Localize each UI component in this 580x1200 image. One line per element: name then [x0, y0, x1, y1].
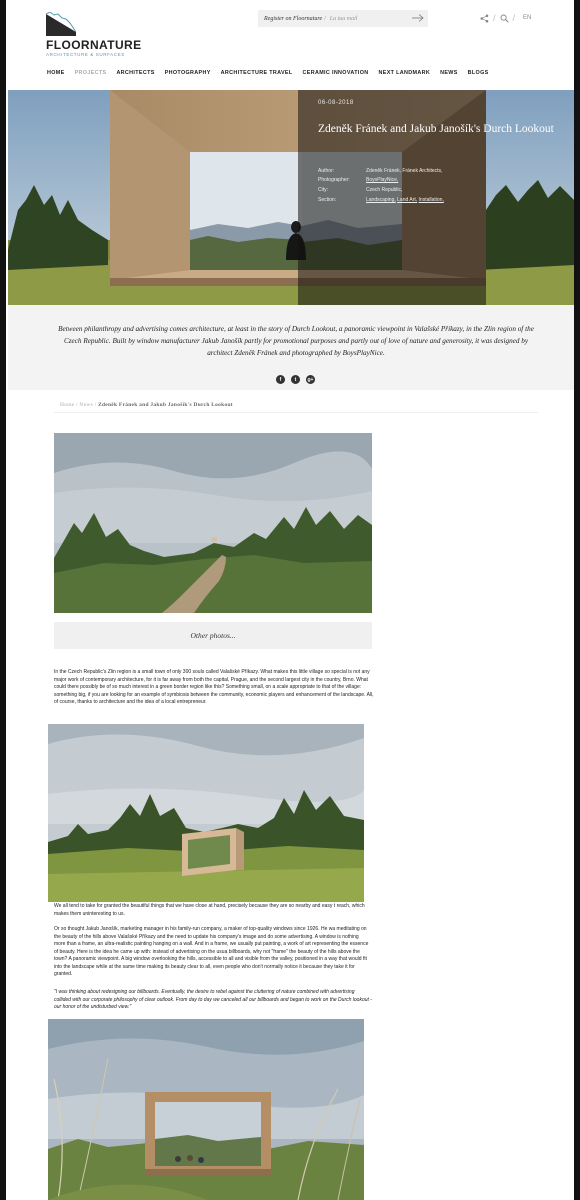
- tools-divider: /: [512, 13, 516, 23]
- paragraph-2: We all tend to take for granted the beautiful things that we have close at hand, precisely because they are so nearby and easy t reach, which makes them uninteresting to us.: [54, 903, 365, 917]
- nav-item-blogs[interactable]: BLOGS: [467, 70, 489, 76]
- nav-item-home[interactable]: HOME: [47, 70, 65, 76]
- breadcrumb-current: Zdeněk Fránek and Jakub Janošík's Durch Lookout: [98, 402, 233, 408]
- article-photo-path[interactable]: [54, 433, 372, 613]
- breadcrumb-news[interactable]: News: [79, 402, 93, 408]
- article-intro: [8, 305, 574, 390]
- quote-text: "I was thinking about redesigning our billboards. Eventually, the desire to rebel against the cluttering of nature combined with advertising collided with our corporate philosophy of clear outlook. From day to day we canceled all our billboards and began to work on the Durch lookout - our honor of the undisturbed view.": [54, 989, 372, 1010]
- arrow-right-icon[interactable]: [412, 13, 424, 23]
- nav-item-photography[interactable]: PHOTOGRAPHY: [164, 70, 211, 76]
- email-input[interactable]: La tua mail: [329, 15, 358, 22]
- paragraph-1: In the Czech Republic's Zlin region is a small town of only 300 souls called Valašské Příkazy. What makes this little village so special is not any major work of contemporary architecture, for it is far away from both the capital, Prague, and the second largest city in the country, Brno. What could there possibly be of so much interest in a green border region like this? Something small, on a scale appropriate to that of the village: something big, if you are looking for an example of symbiosis between the community, economic players and enhancement of the landscape. All, of course, thanks to architecture and the idea of a local entrepreneur.: [54, 669, 374, 705]
- article-photo-frame-grass[interactable]: [48, 1019, 364, 1200]
- search-icon[interactable]: [500, 14, 509, 23]
- language-switch[interactable]: EN: [523, 15, 532, 21]
- meta-value: Zdeněk Fránek, Fránek Architects,: [366, 167, 443, 174]
- meta-row-photographer: [318, 176, 444, 186]
- meta-row-section: [318, 195, 444, 205]
- google-plus-icon[interactable]: g+: [307, 376, 314, 383]
- meta-key: City:: [318, 186, 328, 193]
- meta-key: Author:: [318, 167, 335, 174]
- quote: [54, 989, 372, 1012]
- share-icon[interactable]: [480, 14, 489, 23]
- register-separator: /: [324, 15, 326, 22]
- site-header: [6, 0, 574, 90]
- tools-divider: /: [493, 13, 496, 23]
- hero-banner: [8, 90, 574, 305]
- nav-item-next-landmark[interactable]: NEXT LANDMARK: [378, 70, 431, 76]
- nav-item-projects[interactable]: PROJECTS: [74, 70, 107, 76]
- breadcrumb: [60, 402, 233, 408]
- section-link-installation[interactable]: Installation,: [418, 196, 444, 203]
- site-logo[interactable]: [46, 12, 141, 56]
- header-tools: [480, 13, 531, 23]
- photographer-link[interactable]: BoysPlayNice,: [366, 177, 399, 184]
- meta-key: Photographer:: [318, 177, 350, 184]
- other-photos-button[interactable]: Other photos...: [54, 622, 372, 649]
- logo-mark-icon: [46, 12, 76, 36]
- meta-row-city: [318, 185, 444, 195]
- article-title: Zdeněk Fránek and Jakub Janošík's Durch Lookout: [318, 123, 554, 135]
- logo-tagline: ARCHITECTURE & SURFACES: [46, 52, 125, 57]
- breadcrumb-separator: /: [94, 402, 97, 408]
- facebook-icon[interactable]: f: [276, 375, 285, 384]
- register-form: [258, 10, 428, 27]
- nav-item-architecture-travel[interactable]: ARCHITECTURE TRAVEL: [220, 70, 293, 76]
- breadcrumb-separator: /: [76, 402, 78, 408]
- article-date: 06-08-2018: [318, 100, 354, 106]
- twitter-icon[interactable]: t: [291, 375, 300, 384]
- nav-item-news[interactable]: NEWS: [440, 70, 458, 76]
- breadcrumb-divider: [54, 412, 538, 413]
- paragraph-3: Or so thought Jakub Janošík, marketing manager in his family-run company, a maker of top-quality windows since 1926. He wa meditating on the beauty of the hills above Valašské Příkazy and the need to update his company's image and do some advertising. A window is nothing more than a frame, an ultra-realistic painting hanging on a wall. And in a frame, we usually put painting, a work of art representing the essence of beauty. Here is the idea he came up with: instead of advertising on the usua billboards, why not "frame" the beauty of the hills above the town? A panoramic viewpoint. A big window overlooking the hills, accessible to all and visible from the valley, positioned in a way that would fit into the landscape while at the same time making its beauty clear to all, even people who don't normally notice it because they take it for granted.: [54, 926, 369, 977]
- social-share: [276, 375, 315, 384]
- intro-text: Between philanthropy and advertising comes architecture, at least in the story of Durch Lookout, a panoramic viewpoint in Valašské Příkazy, in the Zlin region of the Czech Republic. Built by window manufacturer Jakub Janošík partly for promotional purposes and partly out of love of nature and generosity, it was designed by architect Zdeněk Fránek and photographed by BoysPlayNice.: [58, 325, 534, 357]
- breadcrumb-home[interactable]: Home: [60, 402, 75, 408]
- meta-row-author: [318, 166, 444, 176]
- nav-item-ceramic-innovation[interactable]: CERAMIC INNOVATION: [302, 70, 369, 76]
- article-photo-frame-meadow[interactable]: [48, 724, 364, 902]
- article-meta: [318, 166, 444, 204]
- meta-value: Czech Republic,: [366, 186, 403, 193]
- section-link-land-art[interactable]: Land Art,: [397, 196, 418, 203]
- main-nav: [47, 70, 489, 76]
- nav-item-architects[interactable]: ARCHITECTS: [116, 70, 155, 76]
- register-label: Register on Floornature: [264, 15, 323, 22]
- meta-key: Section:: [318, 196, 337, 203]
- section-link-landscaping[interactable]: Landscaping,: [366, 196, 396, 203]
- logo-wordmark: FLOORNATURE: [46, 38, 142, 52]
